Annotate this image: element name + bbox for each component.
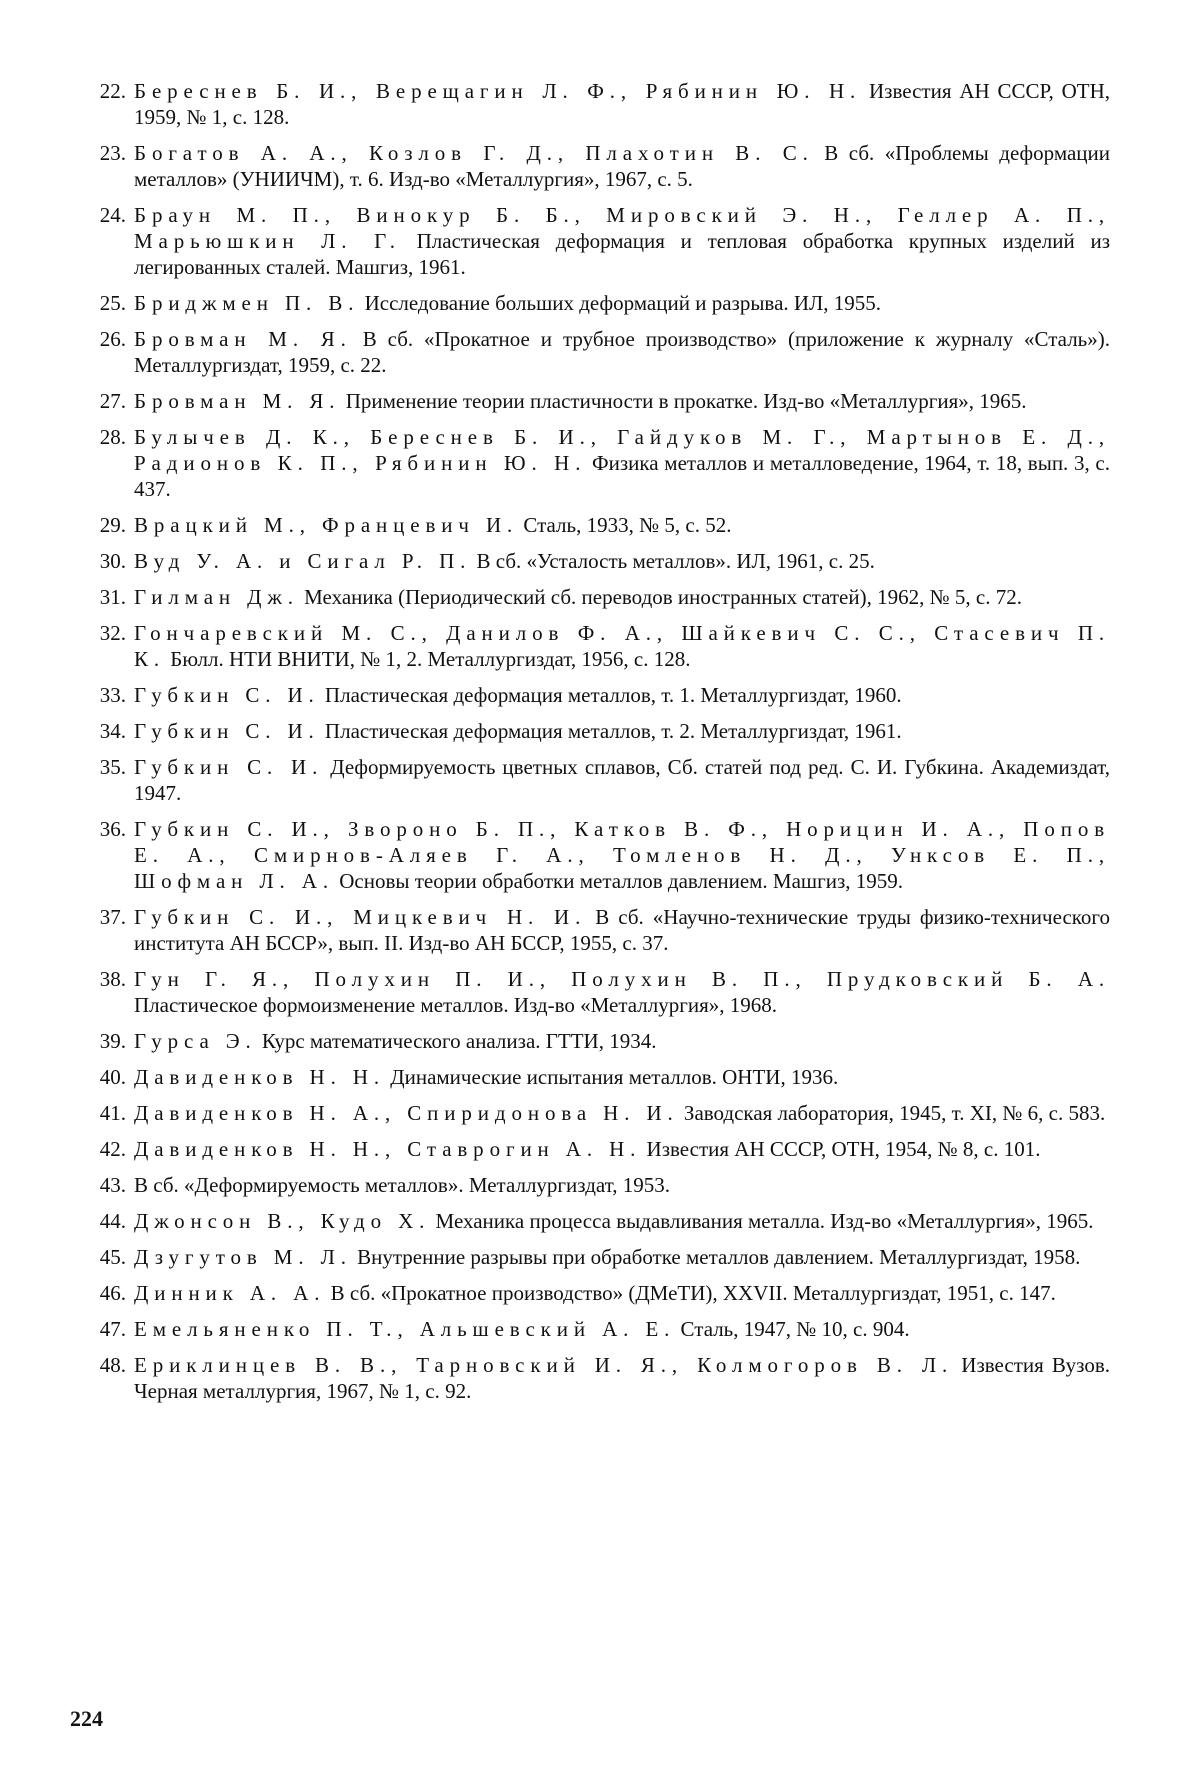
reference-item: [70, 1028, 1110, 1054]
reference-item: [70, 682, 1110, 708]
reference-text: В сб. «Прокатное и трубное производство» (приложение к журналу «Сталь»). Металлургиздат, 1959, с. 22.: [134, 327, 1110, 377]
reference-item: [70, 140, 1110, 192]
reference-text: Механика (Периодический сб. переводов иностранных статей), 1962, № 5, с. 72.: [298, 585, 1022, 609]
reference-text: Физика металлов и металловедение, 1964, т. 18, вып. 3, с. 437.: [134, 451, 1110, 501]
reference-authors: Браун М. П., Винокур Б. Б., Мировский Э. Н., Геллер А. П., Марьюшкин Л. Г.: [134, 203, 1110, 253]
reference-number: 41.: [99, 1101, 126, 1125]
reference-authors: Губкин С. И., Звороно Б. П., Катков В. Ф., Норицин И. А., Попов Е. А., Смирнов-Аляев Г. А., Томленов Н. Д., Унксов Е. П., Шофман Л. А.: [134, 817, 1110, 893]
reference-item: [70, 1244, 1110, 1270]
reference-number: 46.: [99, 1281, 126, 1305]
reference-number: 48.: [99, 1353, 126, 1377]
reference-authors: Давиденков Н. Н., Ставрогин А. Н.: [134, 1137, 642, 1161]
reference-authors: Губкин С. И.: [134, 683, 320, 707]
reference-authors: Вуд У. А. и Сигал Р. П.: [134, 549, 472, 573]
reference-item: [70, 388, 1110, 414]
reference-authors: Врацкий М., Францевич И.: [134, 513, 519, 537]
reference-text: Сталь, 1933, № 5, с. 52.: [518, 513, 732, 537]
reference-text: Деформируемость цветных сплавов, Сб. статей под ред. С. И. Губкина. Академиздат, 1947.: [134, 755, 1110, 805]
reference-authors: Бровман М. Я.: [134, 327, 352, 351]
reference-item: [70, 816, 1110, 894]
reference-text: Динамические испытания металлов. ОНТИ, 1936.: [385, 1065, 839, 1089]
reference-authors: Береснев Б. И., Верещагин Л. Ф., Рябинин Ю. Н.: [134, 79, 862, 103]
reference-number: 30.: [99, 549, 126, 573]
reference-text: В сб. «Проблемы деформации металлов» (УНИИЧМ), т. 6. Изд-во «Металлургия», 1967, с. 5.: [134, 141, 1111, 191]
reference-number: 34.: [99, 719, 126, 743]
reference-item: [70, 1280, 1110, 1306]
reference-page: [70, 78, 1110, 1414]
reference-authors: Давиденков Н. Н.: [134, 1065, 386, 1089]
reference-number: 31.: [99, 585, 126, 609]
reference-authors: Губкин С. И.: [134, 755, 324, 779]
reference-item: [70, 424, 1110, 502]
reference-item: [70, 1100, 1110, 1126]
reference-authors: Гурса Э.: [134, 1029, 257, 1053]
reference-item: [70, 1064, 1110, 1090]
reference-item: [70, 512, 1110, 538]
reference-authors: Гилман Дж.: [134, 585, 299, 609]
reference-authors: Булычев Д. К., Береснев Б. И., Гайдуков М. Г., Мартынов Е. Д., Радионов К. П., Рябинин Ю. Н.: [134, 425, 1110, 475]
reference-text: Сталь, 1947, № 10, с. 904.: [675, 1317, 910, 1341]
reference-number: 33.: [99, 683, 126, 707]
reference-text: В сб. «Прокатное производство» (ДМеТИ), XXVII. Металлургиздат, 1951, с. 147.: [325, 1281, 1056, 1305]
reference-text: Пластическая деформация и тепловая обработка крупных изделий из легированных сталей. Машгиз, 1961.: [134, 229, 1111, 279]
reference-list: [70, 78, 1110, 1404]
reference-item: [70, 754, 1110, 806]
reference-number: 40.: [99, 1065, 126, 1089]
reference-item: [70, 290, 1110, 316]
reference-authors: Джонсон В., Кудо Х.: [134, 1209, 431, 1233]
reference-text: Заводская лаборатория, 1945, т. XI, № 6, с. 583.: [678, 1101, 1106, 1125]
reference-text: Применение теории пластичности в прокатке. Изд-во «Металлургия», 1965.: [340, 389, 1027, 413]
reference-authors: Гончаревский М. С., Данилов Ф. А., Шайкевич С. С., Стасевич П. К.: [134, 621, 1110, 671]
reference-authors: Ериклинцев В. В., Тарновский И. Я., Колмогоров В. Л.: [134, 1353, 954, 1377]
reference-text: Внутренние разрывы при обработке металлов давлением. Металлургиздат, 1958.: [351, 1245, 1081, 1269]
reference-text: Известия АН СССР, ОТН, 1954, № 8, с. 101.: [641, 1137, 1041, 1161]
reference-text: Исследование больших деформаций и разрыва. ИЛ, 1955.: [359, 291, 882, 315]
reference-text: Известия АН СССР, ОТН, 1959, № 1, с. 128.: [134, 79, 1110, 129]
reference-number: 44.: [99, 1209, 126, 1233]
reference-number: 39.: [99, 1029, 126, 1053]
reference-number: 23.: [99, 141, 126, 165]
reference-item: [70, 1316, 1110, 1342]
reference-number: 36.: [99, 817, 126, 841]
reference-authors: Давиденков Н. А., Спиридонова Н. И.: [134, 1101, 679, 1125]
reference-number: 42.: [99, 1137, 126, 1161]
reference-text: Пластическое формоизменение металлов. Изд-во «Металлургия», 1968.: [134, 993, 778, 1017]
reference-number: 29.: [99, 513, 126, 537]
reference-number: 22.: [99, 79, 126, 103]
reference-item: [70, 620, 1110, 672]
reference-authors: Богатов А. А., Козлов Г. Д., Плахотин В. С.: [134, 141, 814, 165]
reference-item: [70, 584, 1110, 610]
reference-number: 26.: [99, 327, 126, 351]
reference-text: В сб. «Научно-технические труды физико-технического института АН БССР», вып. II. Изд-во АН БССР, 1955, с. 37.: [134, 905, 1110, 955]
reference-item: [70, 1172, 1110, 1198]
reference-item: [70, 904, 1110, 956]
reference-text: В сб. «Усталость металлов». ИЛ, 1961, с. 25.: [471, 549, 875, 573]
reference-item: [70, 548, 1110, 574]
reference-item: [70, 326, 1110, 378]
reference-number: 28.: [99, 425, 126, 449]
reference-text: В сб. «Деформируемость металлов». Металлургиздат, 1953.: [134, 1173, 671, 1197]
reference-number: 45.: [99, 1245, 126, 1269]
reference-text: Бюлл. НТИ ВНИТИ, № 1, 2. Металлургиздат, 1956, с. 128.: [165, 647, 691, 671]
reference-authors: Гун Г. Я., Полухин П. И., Полухин В. П., Прудковский Б. А.: [134, 967, 1110, 991]
reference-item: [70, 78, 1110, 130]
reference-authors: Губкин С. И.: [134, 719, 320, 743]
reference-text: Пластическая деформация металлов, т. 2. Металлургиздат, 1961.: [319, 719, 902, 743]
reference-item: [70, 718, 1110, 744]
reference-number: 37.: [99, 905, 126, 929]
reference-number: 47.: [99, 1317, 126, 1341]
reference-authors: Динник А. А.: [134, 1281, 326, 1305]
reference-number: 35.: [99, 755, 126, 779]
reference-text: Известия Вузов. Черная металлургия, 1967, № 1, с. 92.: [134, 1353, 1111, 1403]
reference-number: 32.: [99, 621, 126, 645]
reference-text: Курс математического анализа. ГТТИ, 1934.: [256, 1029, 657, 1053]
reference-text: Основы теории обработки металлов давлением. Машгиз, 1959.: [333, 869, 903, 893]
page-number: 224: [70, 1706, 103, 1731]
reference-authors: Бриджмен П. В.: [134, 291, 360, 315]
reference-number: 24.: [99, 203, 126, 227]
reference-authors: Губкин С. И., Мицкевич Н. И.: [134, 905, 587, 929]
reference-item: [70, 1208, 1110, 1234]
reference-number: 27.: [99, 389, 126, 413]
reference-number: 43.: [99, 1173, 126, 1197]
reference-item: [70, 966, 1110, 1018]
reference-text: Механика процесса выдавливания металла. Изд-во «Металлургия», 1965.: [430, 1209, 1094, 1233]
reference-number: 38.: [99, 967, 126, 991]
reference-authors: Емельяненко П. Т., Альшевский А. Е.: [134, 1317, 676, 1341]
reference-number: 25.: [99, 291, 126, 315]
reference-item: [70, 1136, 1110, 1162]
reference-authors: Бровман М. Я.: [134, 389, 341, 413]
reference-item: [70, 1352, 1110, 1404]
reference-text: Пластическая деформация металлов, т. 1. Металлургиздат, 1960.: [319, 683, 902, 707]
reference-item: [70, 202, 1110, 280]
reference-authors: Дзугутов М. Л.: [134, 1245, 352, 1269]
